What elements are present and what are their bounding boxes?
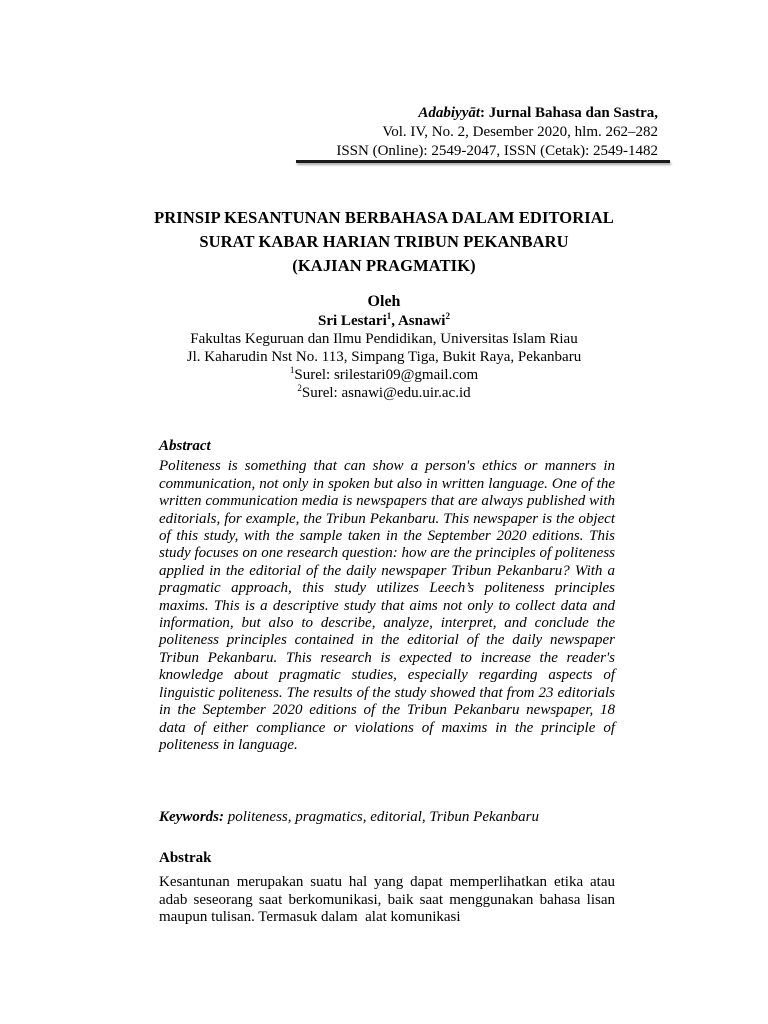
abstrak-body: Kesantunan merupakan suatu hal yang dapat memperlihatkan etika atau adab seseorang saat berkomunikasi, baik saat menggunakan bahasa lisan maupun tulisan. Termasuk dalam alat komunikasi (159, 874, 619, 926)
journal-header (336, 104, 658, 161)
email-1-text: Surel: srilestari09@gmail.com (294, 367, 479, 383)
oleh-label: Oleh (367, 293, 401, 310)
email-2 (0, 384, 768, 402)
abstract-section (159, 438, 615, 754)
abstrak-heading: Abstrak (159, 850, 212, 866)
title-line-2: SURAT KABAR HARIAN TRIBUN PEKANBARU (199, 232, 569, 251)
author-1-sup: 1 (386, 311, 392, 321)
author-block (0, 292, 768, 402)
keywords-label: Keywords: (159, 809, 224, 825)
paper-title (0, 206, 768, 278)
journal-issn: ISSN (Online): 2549-2047, ISSN (Cetak): 2549-1482 (336, 143, 658, 159)
affiliation: Fakultas Keguruan dan Ilmu Pendidikan, Universitas Islam Riau (190, 331, 578, 347)
email-1 (0, 366, 768, 384)
abstract-heading: Abstract (159, 438, 211, 454)
author-separator: , (391, 313, 398, 329)
abstract-body: Politeness is something that can show a person's ethics or manners in communication, not only in spoken but also in written language. One of the written communication media is newspapers that are always published with editorials, for example, the Tribun Pekanbaru. This newspaper is the object of this study, with the sample taken in the September 2020 editions. This study focuses on one research question: how are the principles of politeness applied in the editorial of the daily newspaper Tribun Pekanbaru? With a pragmatic approach, this study utilizes Leech’s politeness principles maxims. This is a descriptive study that aims not only to collect data and information, but also to describe, analyze, interpret, and conclude the politeness principles contained in the editorial of the daily newspaper Tribun Pekanbaru. This research is expected to increase the reader's knowledge about pragmatic studies, especially regarding aspects of linguistic politeness. The results of the study showed that from 23 editorials in the September 2020 editions of the Tribun Pekanbaru newspaper, 18 data of either compliance or violations of maxims in the principle of politeness in language. (159, 458, 615, 753)
author-1-name: Sri Lestari (318, 313, 387, 329)
address: Jl. Kaharudin Nst No. 113, Simpang Tiga, Bukit Raya, Pekanbaru (186, 349, 582, 365)
keywords-values: politeness, pragmatics, editorial, Tribun Pekanbaru (224, 809, 539, 825)
email-2-text: Surel: asnawi@edu.uir.ac.id (301, 385, 471, 401)
journal-volume: Vol. IV, No. 2, Desember 2020, hlm. 262–282 (382, 124, 658, 140)
title-line-3: (KAJIAN PRAGMATIK) (292, 256, 476, 275)
email-1-sup: 1 (289, 365, 295, 375)
header-rule (296, 160, 670, 163)
author-names (0, 312, 768, 330)
author-2-sup: 2 (445, 311, 450, 321)
title-line-1: PRINSIP KESANTUNAN BERBAHASA DALAM EDITORIAL (154, 208, 614, 227)
abstrak-section (159, 850, 619, 927)
journal-name-rest: : Jurnal Bahasa dan Sastra, (480, 105, 658, 121)
author-2-name: Asnawi (397, 313, 446, 329)
journal-name (336, 104, 658, 123)
journal-name-italic: Adabiyyāt (418, 105, 481, 121)
email-2-sup: 2 (297, 383, 302, 393)
keywords (159, 808, 615, 826)
